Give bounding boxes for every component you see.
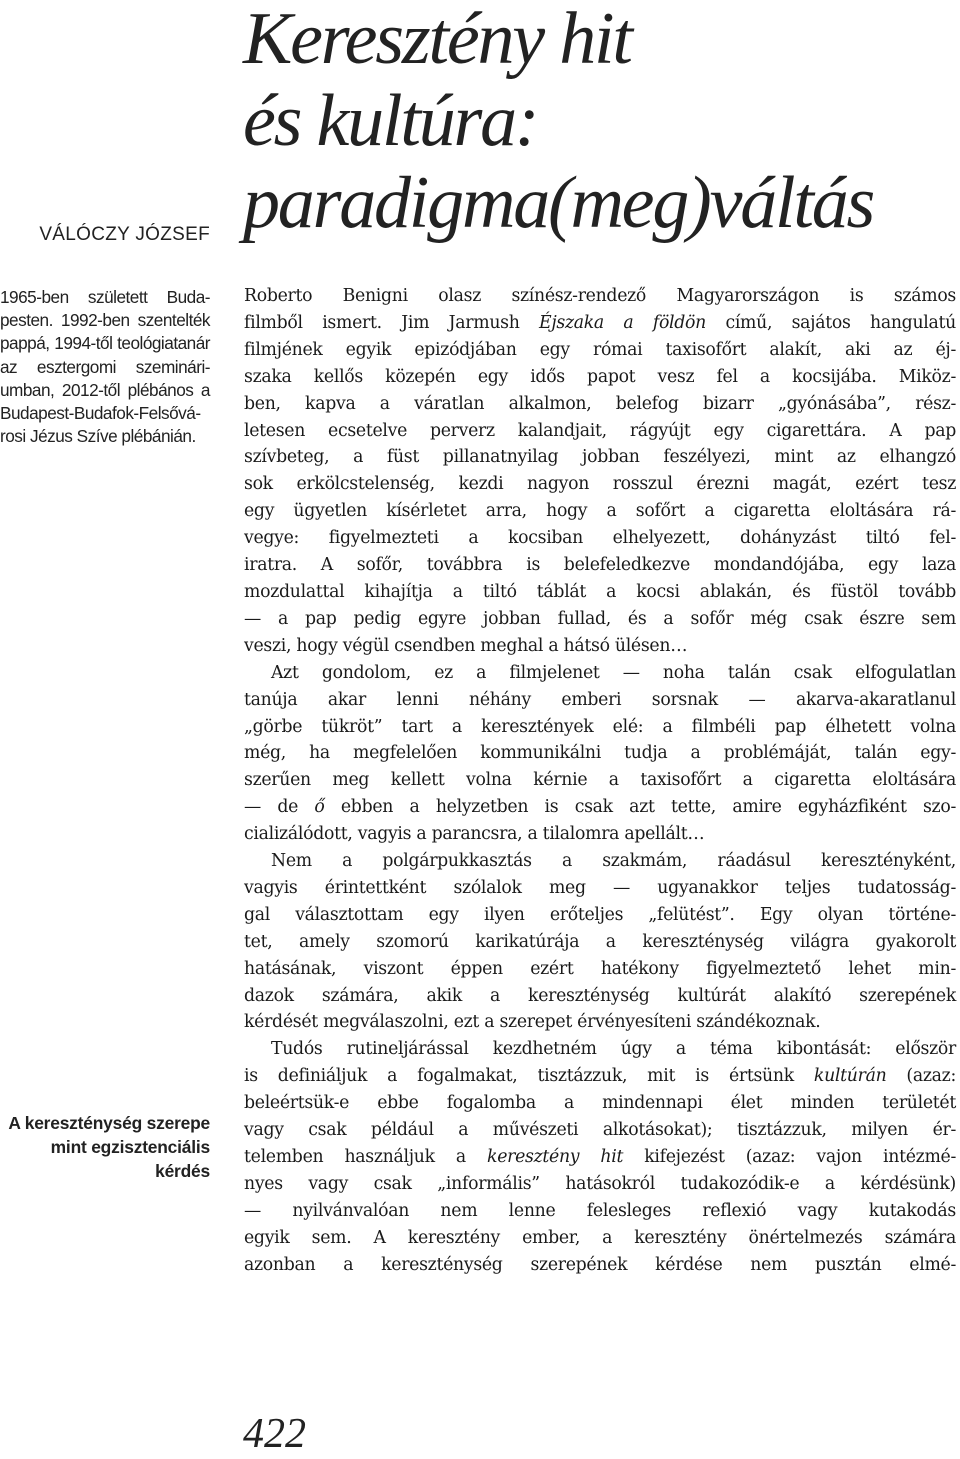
paragraph-line: egyik sem. A keresztény ember, a keresztény önértelmezés számára <box>244 1227 956 1248</box>
paragraph-line: beleértsük-e ebbe fogalomba a mindennapi élet minden területét <box>244 1093 956 1114</box>
title-line: paradigma(meg)váltás <box>243 162 874 244</box>
paragraph-line: kérdését megválaszolni, ezt a szerepet érvényesíteni szándékoznak. <box>244 1012 821 1033</box>
paragraph-line: letesen ecsetelve perverz kalandjait, rágyújt egy cigarettára. A pap <box>244 420 956 441</box>
paragraph-line: tet, amely szomorú karikatúrája a kereszténység világra gyakorolt <box>244 931 956 952</box>
bio-line: az esztergomi szeminári- <box>0 356 210 377</box>
section-heading-line: A kereszténység szerepe <box>8 1113 210 1133</box>
paragraph-line: veszi, hogy végül csendben meghal a hátsó ülésen… <box>244 635 688 656</box>
article-title <box>243 0 960 244</box>
paragraph-line: mozdulattal kihajítja a tiltó táblát a kocsi ablakán, és füstöl tovább <box>244 581 956 602</box>
paragraph-line: cializálódott, vagyis a parancsra, a tilalomra apellált… <box>244 824 705 845</box>
bio-line: pappá, 1994-től teológiatanár <box>0 333 210 354</box>
paragraph-line: még, ha megfelelően kommunikálni tudja a problémáját, talán egy- <box>244 743 956 764</box>
paragraph-line: „görbe tükröt” tart a keresztények elé: a filmbéli pap élhetett volna <box>244 716 956 737</box>
paragraph-line: telemben használjuk a keresztény hit kifejezést (azaz: vajon intézmé- <box>244 1147 956 1167</box>
paragraph-line: is definiáljuk a fogalmakat, tisztázzuk, mit is értsünk kultúrán (azaz: <box>244 1066 956 1087</box>
paragraph-line: szerűen meg kellett volna kérnie a taxisofőrt a cigaretta eloltására <box>244 770 956 791</box>
author-bio <box>0 286 210 448</box>
title-line: Keresztény hit <box>243 0 631 80</box>
paragraph-line: — nyilvánvalóan nem lenne felesleges reflexió vagy kutakodás <box>244 1200 956 1221</box>
paragraph-line: ben, kapva a váratlan alkalmon, belefog bizarr „gyónásába”, rész- <box>244 393 956 414</box>
paragraph-line: Nem a polgárpukkasztás a szakmám, ráadásul keresztényként, <box>271 851 956 872</box>
paragraph-line: tanúja akar lenni néhány emberi sorsnak — akarva-akaratlanul <box>244 689 956 710</box>
bio-line: 1965-ben született Buda- <box>0 287 210 307</box>
paragraph-line: szaka kellős közepén egy idős papot vesz fel a kocsijába. Miköz- <box>244 366 956 387</box>
paragraph-line: egy ügyetlen kísérletet arra, hogy a sofőrt a cigaretta eloltására rá- <box>244 501 956 522</box>
paragraph-line: — de ő ebben a helyzetben is csak azt tette, amire egyházfiként szo- <box>244 797 956 818</box>
paragraph-line: gal választottam egy ilyen erőteljes „felütést”. Egy olyan történe- <box>244 904 956 925</box>
paragraph-line: azonban a kereszténység szerepének kérdése nem pusztán elmé- <box>244 1254 956 1275</box>
paragraph-line: szívbeteg, a füst pillanatnyilag jobban feszélyezi, mint az elhangzó <box>244 447 956 468</box>
paragraph-line: Roberto Benigni olasz színész-rendező Magyarországon is számos <box>244 286 956 306</box>
section-heading-line: kérdés <box>155 1161 210 1181</box>
bio-line: rosi Jézus Szíve plébánián. <box>0 426 196 447</box>
bio-line: pesten. 1992-ben szentelték <box>0 310 210 331</box>
paragraph-line: iratra. A sofőr, továbbra is belefeledkezve mondandójába, egy laza <box>244 555 956 576</box>
page-number: 422 <box>243 1411 306 1457</box>
paragraph-line: Tudós rutineljárással kezdhetném úgy a téma kibontását: először <box>271 1039 956 1060</box>
paragraph-line: vagyis érintettként szólalok meg — ugyanakkor teljes tudatosság- <box>244 877 956 898</box>
paragraph-line: sok erkölcstelenség, kezdi nagyon rosszul érezni magát, ezért tesz <box>244 474 956 495</box>
paragraph-line: nyes vagy csak „informális” hatásokról tudakozódik-e a kérdésünk) <box>244 1173 956 1194</box>
author-name: VÁLÓCZY JÓZSEF <box>39 224 210 245</box>
section-heading-line: mint egzisztenciális <box>50 1137 210 1157</box>
paragraph-line: dazok számára, akik a kereszténység kultúrát alakító szerepének <box>244 985 956 1006</box>
paragraph-line: — a pap pedig egyre jobban fullad, és a sofőr még csak észre sem <box>244 608 956 629</box>
paragraph-line: vagy csak például a művészeti alkotásokat); tisztázzuk, milyen ér- <box>244 1120 956 1141</box>
paragraph-line: hatásának, viszont éppen ezért hatékony figyelmeztető lehet min- <box>244 958 956 979</box>
article-body <box>244 283 956 1279</box>
paragraph-line: vegye: figyelmezteti a kocsiban elhelyezett, dohányzást tiltó fel- <box>244 528 956 549</box>
paragraph-line: filmből ismert. Jim Jarmush Éjszaka a földön című, sajátos hangulatú <box>244 312 956 333</box>
paragraph-line: filmjének egyik epizódjában egy római taxisofőrt alakít, aki az éj- <box>244 339 956 360</box>
title-line: és kultúra: <box>243 80 538 162</box>
section-heading <box>0 1111 210 1183</box>
paragraph-line: Azt gondolom, ez a filmjelenet — noha talán csak elfogulatlan <box>271 662 956 683</box>
bio-line: umban, 2012-től plébános a <box>0 379 210 400</box>
bio-line: Budapest-Budafok-Felsővá- <box>0 403 201 424</box>
